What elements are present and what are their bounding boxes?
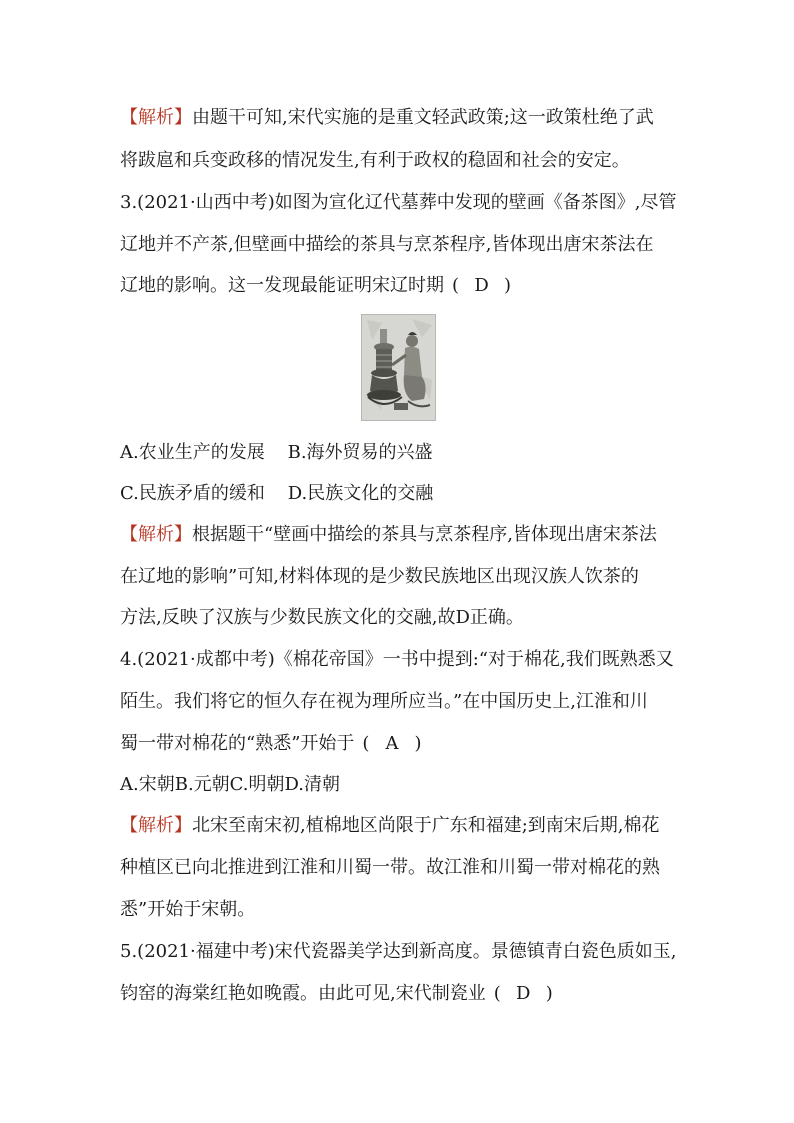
q3-stem-line-3: [120, 274, 512, 298]
analysis-tag: 【解析】: [120, 815, 192, 836]
q4-stem-line-1: 4.(2021·成都中考)《棉花帝国》一书中提到:“对于棉花,我们既熟悉又: [120, 649, 674, 670]
q3-analysis-text-1: 根据题干“壁画中描绘的茶具与烹茶程序,皆体现出唐宋茶法: [192, 524, 657, 545]
q5-stem-text-2: 钧窑的海棠红艳如晚霞。由此可见,宋代制瓷业: [120, 983, 486, 1004]
q2-analysis-text-1: 由题干可知,宋代实施的是重文轻武政策;这一政策杜绝了武: [192, 107, 654, 128]
q4-analysis-line-3: 悉”开始于宋朝。: [120, 899, 256, 920]
q4-stem-line-2: 陌生。我们将它的恒久存在视为理所应当。”在中国历史上,江淮和川: [120, 691, 648, 712]
q4-stem-text-3: 蜀一带对棉花的“熟悉”开始于: [120, 733, 355, 754]
q3-analysis-line-2: 在辽地的影响”可知,材料体现的是少数民族地区出现汉族人饮茶的: [120, 566, 639, 587]
q3-stem-line-2: 辽地并不产茶,但壁画中描绘的茶具与烹茶程序,皆体现出唐宋茶法在: [120, 234, 654, 255]
q5-stem-line-2: [120, 982, 554, 1006]
q3-stem-text-3: 辽地的影响。这一发现最能证明宋辽时期: [120, 275, 444, 296]
q4-analysis-line-1: [120, 814, 660, 838]
q2-analysis-line-2: 将跋扈和兵变政移的情况发生,有利于政权的稳固和社会的安定。: [120, 150, 630, 171]
q3-stem-line-1: 3.(2021·山西中考)如图为宣化辽代墓葬中发现的壁画《备茶图》,尽管: [120, 192, 677, 213]
q3-answer-letter: D: [474, 275, 490, 296]
mural-illustration: [362, 315, 435, 420]
analysis-tag: 【解析】: [120, 107, 192, 128]
q5-answer: ( D ): [493, 983, 554, 1004]
analysis-tag: 【解析】: [120, 524, 192, 545]
q3-answer: ( D ): [452, 275, 513, 296]
q5-answer-letter: D: [516, 983, 532, 1004]
q4-answer: ( A ): [362, 733, 423, 754]
q4-stem-line-3: [120, 732, 422, 756]
q4-options: A.宋朝B.元朝C.明朝D.清朝: [120, 774, 341, 795]
q3-analysis-line-1: [120, 523, 657, 547]
q4-analysis-text-1: 北宋至南宋初,植棉地区尚限于广东和福建;到南宋后期,棉花: [192, 815, 660, 836]
q3-analysis-line-3: 方法,反映了汉族与少数民族文化的交融,故D正确。: [120, 607, 524, 628]
q3-options-cd: C.民族矛盾的缓和 D.民族文化的交融: [120, 483, 434, 504]
q4-answer-letter: A: [385, 733, 400, 754]
q2-analysis-line-1: [120, 106, 654, 130]
q3-options-ab: A.农业生产的发展 B.海外贸易的兴盛: [120, 442, 433, 463]
tea-preparation-mural-image: [361, 314, 436, 421]
q4-analysis-line-2: 种植区已向北推进到江淮和川蜀一带。故江淮和川蜀一带对棉花的熟: [120, 857, 660, 878]
q5-stem-line-1: 5.(2021·福建中考)宋代瓷器美学达到新高度。景德镇青白瓷色质如玉,: [120, 941, 677, 962]
